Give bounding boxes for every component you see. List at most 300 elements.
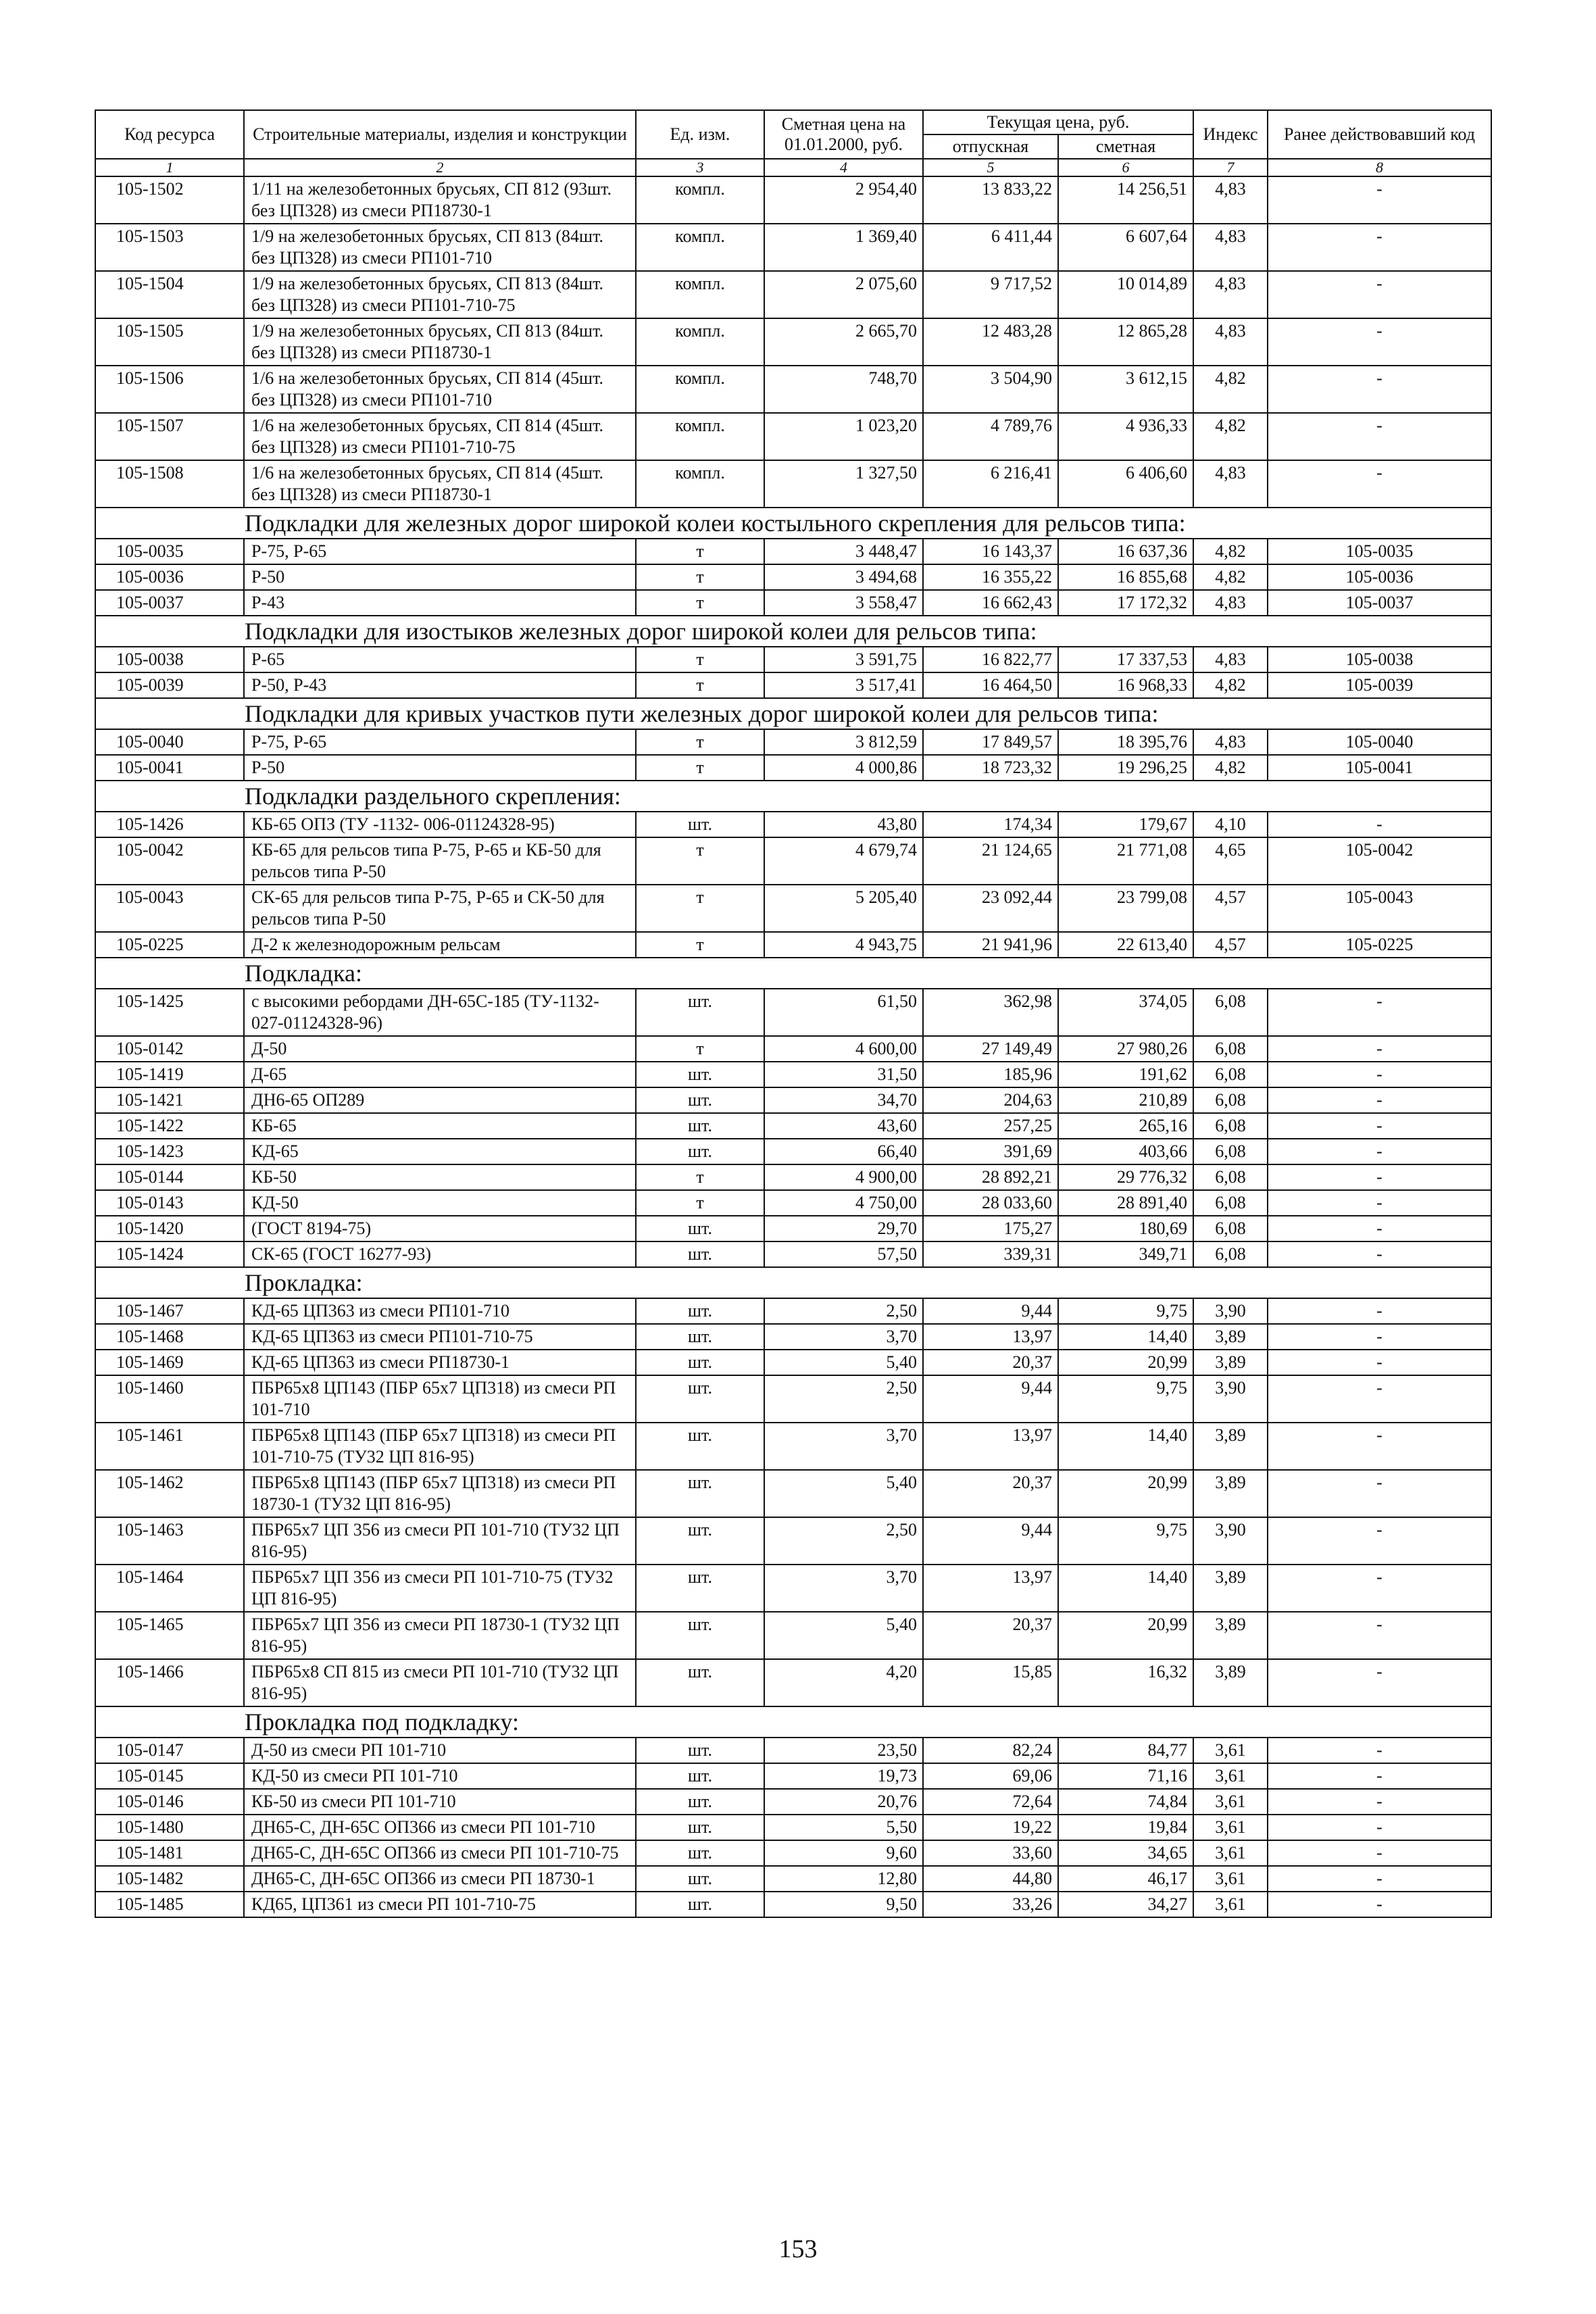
material-name: Р-43 [244,590,636,616]
table-row [95,812,1491,837]
wholesale-price: 175,27 [923,1216,1058,1241]
resource-code: 105-1505 [95,318,244,366]
material-name: СК-65 (ГОСТ 16277-93) [244,1241,636,1267]
table-row [95,1350,1491,1375]
index-value: 4,82 [1193,564,1268,590]
material-name: КД-65 ЦП363 из смеси РП101-710 [244,1298,636,1324]
estimated-price: 17 172,32 [1058,590,1193,616]
index-value: 4,82 [1193,755,1268,781]
table-row [95,271,1491,318]
unit: т [636,647,764,672]
estimated-price: 210,89 [1058,1087,1193,1113]
wholesale-price: 16 662,43 [923,590,1058,616]
table-row [95,647,1491,672]
previous-code: - [1268,1840,1491,1866]
unit: компл. [636,460,764,508]
index-value: 3,89 [1193,1324,1268,1350]
previous-code: - [1268,1815,1491,1840]
unit: шт. [636,1789,764,1815]
estimated-price: 14,40 [1058,1423,1193,1470]
wholesale-price: 185,96 [923,1062,1058,1087]
index-value: 6,08 [1193,1190,1268,1216]
unit: шт. [636,1565,764,1612]
previous-code: - [1268,1612,1491,1659]
estimate-price: 23,50 [764,1738,923,1763]
resource-code: 105-1419 [95,1062,244,1087]
wholesale-price: 33,60 [923,1840,1058,1866]
header-unit: Ед. изм. [636,110,764,159]
previous-code: - [1268,1470,1491,1517]
resource-code: 105-1421 [95,1087,244,1113]
material-name: КБ-65 для рельсов типа Р-75, Р-65 и КБ-50 для рельсов типа Р-50 [244,837,636,885]
resource-code: 105-1468 [95,1324,244,1350]
wholesale-price: 20,37 [923,1350,1058,1375]
unit: шт. [636,1324,764,1350]
wholesale-price: 20,37 [923,1470,1058,1517]
material-name: 1/6 на железобетонных брусьях, СП 814 (45шт. без ЦП328) из смеси РП101-710 [244,366,636,413]
section-heading-row [95,781,1491,812]
resource-code: 105-0225 [95,932,244,958]
estimate-price: 19,73 [764,1763,923,1789]
unit: шт. [636,1216,764,1241]
resource-code: 105-1424 [95,1241,244,1267]
table-row [95,1789,1491,1815]
resource-code: 105-0142 [95,1036,244,1062]
resource-code: 105-1469 [95,1350,244,1375]
index-value: 3,89 [1193,1612,1268,1659]
index-value: 3,61 [1193,1866,1268,1892]
estimate-price: 3,70 [764,1565,923,1612]
table-row [95,1241,1491,1267]
material-name: 1/9 на железобетонных брусьях, СП 813 (84шт. без ЦП328) из смеси РП101-710 [244,224,636,271]
material-name: 1/9 на железобетонных брусьях, СП 813 (84шт. без ЦП328) из смеси РП101-710-75 [244,271,636,318]
previous-code: - [1268,1087,1491,1113]
estimated-price: 19,84 [1058,1815,1193,1840]
unit: компл. [636,366,764,413]
index-value: 3,89 [1193,1659,1268,1706]
index-value: 3,61 [1193,1738,1268,1763]
estimate-price: 12,80 [764,1866,923,1892]
unit: шт. [636,1113,764,1139]
estimated-price: 19 296,25 [1058,755,1193,781]
table-row [95,318,1491,366]
resource-code: 105-1463 [95,1517,244,1565]
price-table-sheet [95,109,1491,1918]
table-row [95,590,1491,616]
index-value: 4,83 [1193,271,1268,318]
wholesale-price: 174,34 [923,812,1058,837]
material-name: ДН6-65 ОП289 [244,1087,636,1113]
estimate-price: 3 517,41 [764,672,923,698]
estimated-price: 34,65 [1058,1840,1193,1866]
estimate-price: 2 665,70 [764,318,923,366]
material-name: Р-75, Р-65 [244,539,636,564]
wholesale-price: 12 483,28 [923,318,1058,366]
unit: шт. [636,1612,764,1659]
unit: шт. [636,1350,764,1375]
index-value: 4,83 [1193,176,1268,224]
estimate-price: 9,60 [764,1840,923,1866]
wholesale-price: 44,80 [923,1866,1058,1892]
wholesale-price: 257,25 [923,1113,1058,1139]
estimated-price: 4 936,33 [1058,413,1193,460]
resource-code: 105-1422 [95,1113,244,1139]
estimated-price: 403,66 [1058,1139,1193,1164]
unit: шт. [636,1892,764,1917]
unit: т [636,564,764,590]
index-value: 3,61 [1193,1815,1268,1840]
table-row [95,672,1491,698]
unit: шт. [636,1375,764,1423]
estimate-price: 3 448,47 [764,539,923,564]
estimated-price: 17 337,53 [1058,647,1193,672]
table-row [95,564,1491,590]
unit: шт. [636,1815,764,1840]
section-heading-row [95,958,1491,989]
previous-code: - [1268,1241,1491,1267]
estimated-price: 14 256,51 [1058,176,1193,224]
unit: шт. [636,1738,764,1763]
wholesale-price: 9,44 [923,1298,1058,1324]
previous-code: 105-0041 [1268,755,1491,781]
header-previous-code: Ранее действовавший код [1268,110,1491,159]
unit: шт. [636,1062,764,1087]
resource-code: 105-0041 [95,755,244,781]
material-name: ПБР65х7 ЦП 356 из смеси РП 101-710 (ТУ32 ЦП 816-95) [244,1517,636,1565]
table-row [95,366,1491,413]
estimated-price: 71,16 [1058,1763,1193,1789]
estimate-price: 748,70 [764,366,923,413]
unit: шт. [636,1866,764,1892]
estimate-price: 3 494,68 [764,564,923,590]
wholesale-price: 16 464,50 [923,672,1058,698]
wholesale-price: 4 789,76 [923,413,1058,460]
section-heading: Подкладка: [95,958,1491,989]
wholesale-price: 13,97 [923,1324,1058,1350]
estimate-price: 4 900,00 [764,1164,923,1190]
wholesale-price: 13,97 [923,1565,1058,1612]
table-row [95,1423,1491,1470]
wholesale-price: 204,63 [923,1087,1058,1113]
previous-code: - [1268,1036,1491,1062]
unit: т [636,1164,764,1190]
previous-code: - [1268,176,1491,224]
material-name: ПБР65х8 СП 815 из смеси РП 101-710 (ТУ32 ЦП 816-95) [244,1659,636,1706]
estimate-price: 31,50 [764,1062,923,1087]
table-row [95,1738,1491,1763]
index-value: 4,83 [1193,460,1268,508]
estimated-price: 23 799,08 [1058,885,1193,932]
estimated-price: 179,67 [1058,812,1193,837]
resource-code: 105-1502 [95,176,244,224]
estimated-price: 29 776,32 [1058,1164,1193,1190]
wholesale-price: 15,85 [923,1659,1058,1706]
page-number: 153 [778,2235,818,2263]
index-value: 3,61 [1193,1892,1268,1917]
estimated-price: 180,69 [1058,1216,1193,1241]
estimated-price: 74,84 [1058,1789,1193,1815]
section-heading-row [95,508,1491,539]
resource-code: 105-1461 [95,1423,244,1470]
previous-code: 105-0042 [1268,837,1491,885]
estimate-price: 4 000,86 [764,755,923,781]
section-heading-row [95,616,1491,647]
resource-code: 105-0147 [95,1738,244,1763]
unit: шт. [636,1840,764,1866]
unit: шт. [636,812,764,837]
index-value: 6,08 [1193,1062,1268,1087]
wholesale-price: 16 822,77 [923,647,1058,672]
material-name: СК-65 для рельсов типа Р-75, Р-65 и СК-50 для рельсов типа Р-50 [244,885,636,932]
wholesale-price: 17 849,57 [923,729,1058,755]
material-name: Р-50 [244,564,636,590]
table-row [95,460,1491,508]
previous-code: - [1268,318,1491,366]
index-value: 3,61 [1193,1840,1268,1866]
index-value: 6,08 [1193,1113,1268,1139]
material-name: ДН65-С, ДН-65С ОП366 из смеси РП 101-710-75 [244,1840,636,1866]
table-row [95,989,1491,1036]
material-name: ПБР65х7 ЦП 356 из смеси РП 18730-1 (ТУ32 ЦП 816-95) [244,1612,636,1659]
resource-code: 105-1504 [95,271,244,318]
section-heading: Подкладки для железных дорог широкой колеи костыльного скрепления для рельсов типа: [95,508,1491,539]
wholesale-price: 391,69 [923,1139,1058,1164]
estimate-price: 43,80 [764,812,923,837]
resource-code: 105-1426 [95,812,244,837]
estimate-price: 2 954,40 [764,176,923,224]
previous-code: 105-0036 [1268,564,1491,590]
estimated-price: 18 395,76 [1058,729,1193,755]
column-number: 2 [244,159,636,176]
unit: шт. [636,989,764,1036]
material-name: Д-50 [244,1036,636,1062]
resource-code: 105-1425 [95,989,244,1036]
index-value: 6,08 [1193,1164,1268,1190]
material-name: КД65, ЦП361 из смеси РП 101-710-75 [244,1892,636,1917]
table-row [95,1565,1491,1612]
estimate-price: 4 943,75 [764,932,923,958]
table-row [95,1062,1491,1087]
estimate-price: 66,40 [764,1139,923,1164]
previous-code: - [1268,1190,1491,1216]
resource-code: 105-1506 [95,366,244,413]
material-name: 1/9 на железобетонных брусьях, СП 813 (84шт. без ЦП328) из смеси РП18730-1 [244,318,636,366]
resource-code: 105-1462 [95,1470,244,1517]
previous-code: - [1268,1324,1491,1350]
index-value: 3,90 [1193,1375,1268,1423]
wholesale-price: 9 717,52 [923,271,1058,318]
material-name: с высокими ребордами ДН-65С-185 (ТУ-1132-027-01124328-96) [244,989,636,1036]
material-name: ДН65-С, ДН-65С ОП366 из смеси РП 101-710 [244,1815,636,1840]
material-name: ПБР65х8 ЦП143 (ПБР 65х7 ЦП318) из смеси РП 101-710 [244,1375,636,1423]
table-row [95,1892,1491,1917]
index-value: 4,65 [1193,837,1268,885]
section-heading-row [95,1267,1491,1298]
resource-code: 105-0037 [95,590,244,616]
estimate-price: 4 750,00 [764,1190,923,1216]
unit: компл. [636,318,764,366]
estimated-price: 20,99 [1058,1470,1193,1517]
unit: т [636,755,764,781]
unit: т [636,590,764,616]
unit: шт. [636,1517,764,1565]
wholesale-price: 13 833,22 [923,176,1058,224]
wholesale-price: 21 941,96 [923,932,1058,958]
header-wholesale: отпускная [923,134,1058,159]
wholesale-price: 20,37 [923,1612,1058,1659]
previous-code: - [1268,1517,1491,1565]
section-heading: Прокладка: [95,1267,1491,1298]
table-row [95,729,1491,755]
unit: т [636,1036,764,1062]
table-row [95,1190,1491,1216]
wholesale-price: 16 355,22 [923,564,1058,590]
table-row [95,1840,1491,1866]
resource-code: 105-0145 [95,1763,244,1789]
resource-code: 105-0043 [95,885,244,932]
estimate-price: 5,40 [764,1612,923,1659]
resource-code: 105-1507 [95,413,244,460]
estimated-price: 9,75 [1058,1517,1193,1565]
estimated-price: 6 406,60 [1058,460,1193,508]
previous-code: - [1268,1139,1491,1164]
estimate-price: 2,50 [764,1375,923,1423]
unit: т [636,885,764,932]
previous-code: - [1268,1659,1491,1706]
unit: компл. [636,271,764,318]
index-value: 4,82 [1193,539,1268,564]
column-number: 5 [923,159,1058,176]
previous-code: 105-0039 [1268,672,1491,698]
estimated-price: 374,05 [1058,989,1193,1036]
estimate-price: 3 591,75 [764,647,923,672]
material-name: КД-65 ЦП363 из смеси РП18730-1 [244,1350,636,1375]
previous-code: - [1268,1350,1491,1375]
material-name: КД-50 [244,1190,636,1216]
estimated-price: 16 968,33 [1058,672,1193,698]
material-name: ПБР65х8 ЦП143 (ПБР 65х7 ЦП318) из смеси РП 18730-1 (ТУ32 ЦП 816-95) [244,1470,636,1517]
section-heading: Подкладки раздельного скрепления: [95,781,1491,812]
resource-code: 105-1480 [95,1815,244,1840]
index-value: 6,08 [1193,1036,1268,1062]
previous-code: - [1268,224,1491,271]
material-name: КБ-65 ОПЗ (ТУ -1132- 006-01124328-95) [244,812,636,837]
header-current-price: Текущая цена, руб. [923,110,1193,134]
index-value: 3,89 [1193,1565,1268,1612]
table-row [95,837,1491,885]
resource-code: 105-0036 [95,564,244,590]
table-row [95,932,1491,958]
wholesale-price: 19,22 [923,1815,1058,1840]
index-value: 4,82 [1193,672,1268,698]
resource-code: 105-0143 [95,1190,244,1216]
estimated-price: 28 891,40 [1058,1190,1193,1216]
unit: шт. [636,1241,764,1267]
header-name: Строительные материалы, изделия и конструкции [244,110,636,159]
unit: шт. [636,1763,764,1789]
index-value: 4,83 [1193,224,1268,271]
column-number: 6 [1058,159,1193,176]
table-row [95,176,1491,224]
wholesale-price: 28 892,21 [923,1164,1058,1190]
index-value: 4,83 [1193,647,1268,672]
unit: т [636,837,764,885]
table-row [95,885,1491,932]
estimated-price: 10 014,89 [1058,271,1193,318]
column-number: 1 [95,159,244,176]
unit: шт. [636,1087,764,1113]
previous-code: - [1268,1789,1491,1815]
previous-code: - [1268,460,1491,508]
previous-code: - [1268,1866,1491,1892]
unit: шт. [636,1659,764,1706]
material-name: Д-2 к железнодорожным рельсам [244,932,636,958]
resource-code: 105-1423 [95,1139,244,1164]
estimate-price: 3,70 [764,1324,923,1350]
estimate-price: 9,50 [764,1892,923,1917]
previous-code: - [1268,989,1491,1036]
estimated-price: 84,77 [1058,1738,1193,1763]
index-value: 3,89 [1193,1350,1268,1375]
column-number: 3 [636,159,764,176]
column-number: 4 [764,159,923,176]
estimated-price: 9,75 [1058,1375,1193,1423]
estimate-price: 29,70 [764,1216,923,1241]
estimate-price: 5,40 [764,1350,923,1375]
wholesale-price: 3 504,90 [923,366,1058,413]
estimated-price: 20,99 [1058,1350,1193,1375]
index-value: 4,57 [1193,885,1268,932]
material-name: КД-50 из смеси РП 101-710 [244,1763,636,1789]
index-value: 3,90 [1193,1517,1268,1565]
wholesale-price: 23 092,44 [923,885,1058,932]
index-value: 4,83 [1193,590,1268,616]
column-number-row [95,159,1491,176]
index-value: 6,08 [1193,1139,1268,1164]
estimated-price: 16 855,68 [1058,564,1193,590]
unit: шт. [636,1139,764,1164]
estimate-price: 34,70 [764,1087,923,1113]
wholesale-price: 72,64 [923,1789,1058,1815]
estimated-price: 22 613,40 [1058,932,1193,958]
estimated-price: 191,62 [1058,1062,1193,1087]
unit: компл. [636,413,764,460]
table-row [95,1139,1491,1164]
unit: т [636,729,764,755]
wholesale-price: 69,06 [923,1763,1058,1789]
estimated-price: 12 865,28 [1058,318,1193,366]
section-heading-row [95,698,1491,729]
estimate-price: 61,50 [764,989,923,1036]
material-name: Р-75, Р-65 [244,729,636,755]
table-row [95,1324,1491,1350]
material-name: КД-65 ЦП363 из смеси РП101-710-75 [244,1324,636,1350]
previous-code: - [1268,1565,1491,1612]
resource-code: 105-1508 [95,460,244,508]
unit: т [636,932,764,958]
estimate-price: 5,40 [764,1470,923,1517]
table-row [95,224,1491,271]
previous-code: - [1268,1113,1491,1139]
unit: шт. [636,1298,764,1324]
resource-code: 105-1485 [95,1892,244,1917]
table-row [95,1815,1491,1840]
index-value: 6,08 [1193,1087,1268,1113]
estimate-price: 4 600,00 [764,1036,923,1062]
wholesale-price: 28 033,60 [923,1190,1058,1216]
estimate-price: 4,20 [764,1659,923,1706]
unit: компл. [636,224,764,271]
